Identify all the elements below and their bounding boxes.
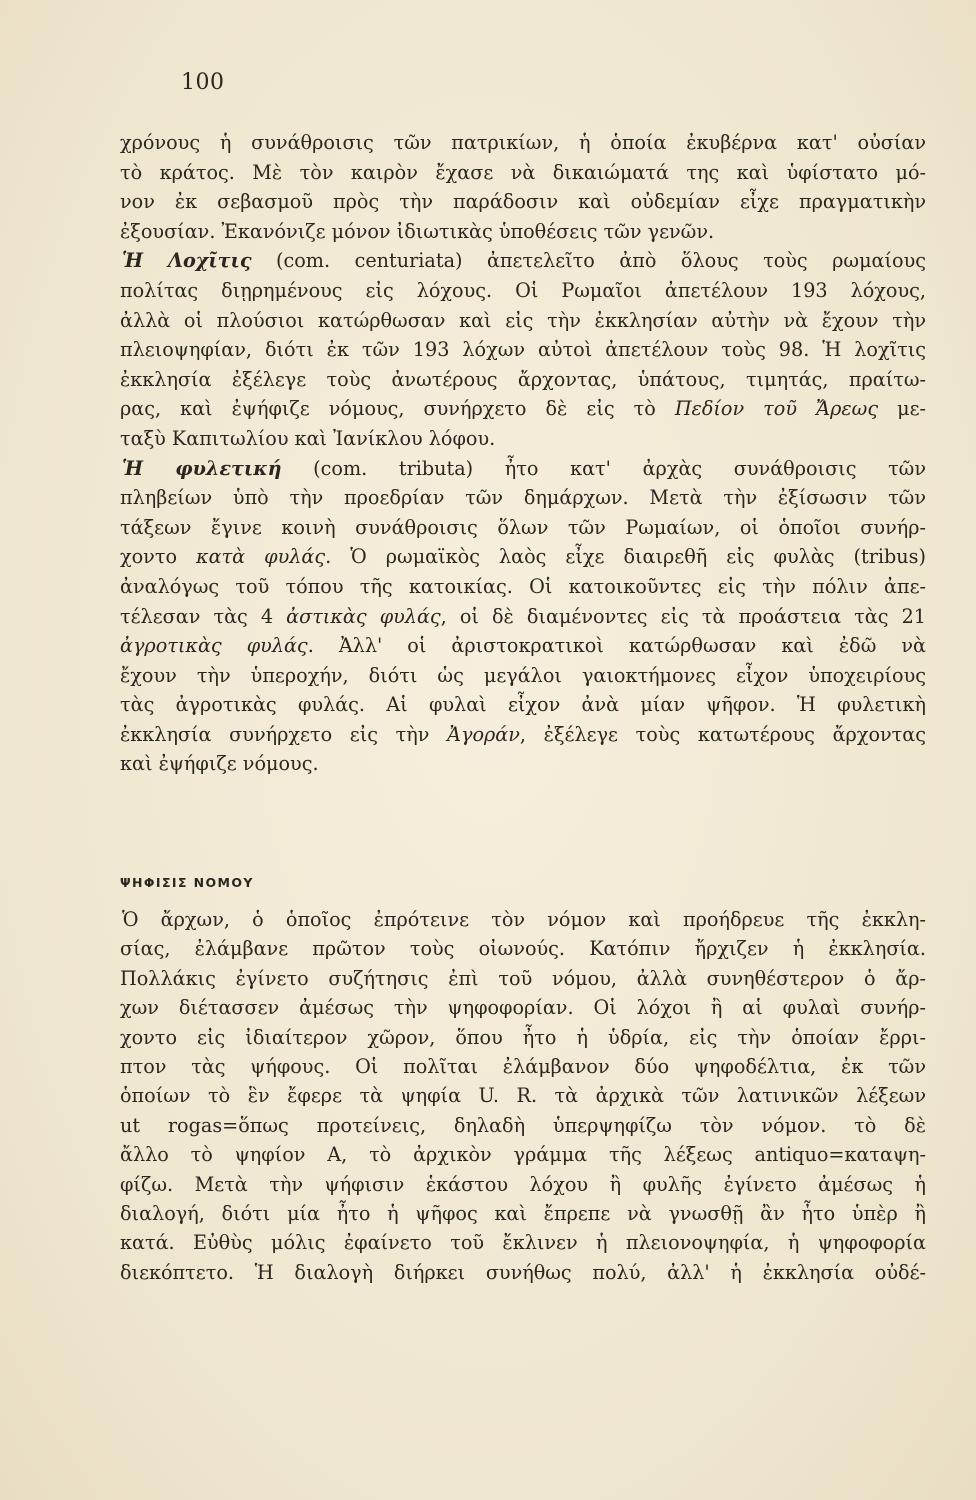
text-line: πληβείων ὑπὸ τὴν προεδρίαν τῶν δημάρχων. Μετὰ τὴν ἐξίσωσιν τῶν bbox=[120, 486, 926, 510]
text-fragment: . Ὁ ρωμαϊκὸς λαὸς εἶχε διαιρεθῆ εἰς φυλὰς (tribus) bbox=[325, 545, 926, 569]
text-line: τὰς ἀγροτικὰς φυλάς. Αἱ φυλαὶ εἶχον ἀνὰ μίαν ψῆφον. Ἡ φυλετικὴ bbox=[120, 693, 926, 717]
campus-martius-term: Πεδίον τοῦ Ἄρεως bbox=[674, 397, 879, 421]
term-agora: Ἀγοράν bbox=[447, 722, 520, 746]
text-fragment: . Ἀλλ' οἱ ἀριστοκρατικοὶ κατώρθωσαν καὶ ἐδῶ νὰ bbox=[307, 634, 926, 658]
text-fragment: , ἐξέλεγε τοὺς κατωτέρους ἄρχοντας bbox=[519, 722, 926, 746]
text-fragment: (com. tributa) ἦτο κατ' ἀρχὰς συνάθροισις τῶν bbox=[281, 456, 926, 480]
text-fragment: με- bbox=[878, 397, 926, 421]
text-line: χοντο εἰς ἰδιαίτερον χῶρον, ὅπου ἦτο ἡ ὑδρία, εἰς τὴν ὁποίαν ἔρρι- bbox=[120, 1025, 926, 1049]
text-line: φίζω. Μετὰ τὴν ψήφισιν ἑκάστου λόχου ἢ φυλῆς ἐγίνετο ἀμέσως ἡ bbox=[120, 1172, 926, 1196]
lochitis-paragraph-start bbox=[120, 246, 926, 276]
text-line: τάξεων ἔγινε κοινὴ συνάθροισις ὅλων τῶν Ρωμαίων, οἱ ὁποῖοι συνήρ- bbox=[120, 515, 926, 539]
text-line: ἐξουσίαν. Ἐκανόνιζε μόνον ἰδιωτικὰς ὑποθέσεις τῶν γενῶν. bbox=[120, 219, 715, 243]
page-number: 100 bbox=[181, 70, 225, 95]
text-line bbox=[120, 602, 926, 632]
fyletiki-paragraph-start bbox=[120, 454, 926, 484]
text-line: πλειοψηφίαν, διότι ἐκ τῶν 193 λόχων αὐτοὶ ἀπετέλουν τοὺς 98. Ἡ λοχῖτις bbox=[120, 338, 926, 362]
text-fragment: ἐκκλησία συνήρχετο εἰς τὴν bbox=[120, 722, 448, 746]
text-line: ταξὺ Καπιτωλίου καὶ Ἰανίκλου λόφου. bbox=[120, 426, 496, 450]
text-fragment: , οἱ δὲ διαμένοντες εἰς τὰ προάστεια τὰς 21 bbox=[440, 604, 926, 628]
text-line: ἀλλὰ οἱ πλούσιοι κατώρθωσαν καὶ εἰς τὴν ἐκκλησίαν αὐτὴν νὰ ἔχουν τὴν bbox=[120, 308, 926, 332]
text-line: ἄλλο τὸ ψηφίον A, τὸ ἀρχικὸν γράμμα τῆς λέξεως antiquo=καταψη- bbox=[120, 1143, 926, 1167]
lower-text-block bbox=[120, 905, 926, 1287]
term-astikas-fylas: ἀστικὰς φυλάς bbox=[286, 604, 441, 628]
text-line: Ὁ ἄρχων, ὁ ὁποῖος ἐπρότεινε τὸν νόμον καὶ προήδρευε τῆς ἐκκλη- bbox=[122, 908, 926, 931]
text-line: ἐκκλησία ἐξέλεγε τοὺς ἀνωτέρους ἄρχοντας, ὑπάτους, τιμητάς, πραίτω- bbox=[120, 367, 926, 391]
text-line: ἀναλόγως τοῦ τόπου τῆς κατοικίας. Οἱ κατοικοῦντες εἰς τὴν πόλιν ἀπε- bbox=[120, 574, 926, 598]
upper-text-block bbox=[120, 128, 926, 779]
term-kata-fylas: κατὰ φυλάς bbox=[196, 545, 326, 569]
text-line: σίας, ἐλάμβανε πρῶτον τοὺς οἰωνούς. Κατόπιν ἤρχιζεν ἡ ἐκκλησία. bbox=[120, 937, 926, 961]
text-line: ὁποίων τὸ ἓν ἔφερε τὰ ψηφία U. R. τὰ ἀρχικὰ τῶν λατινικῶν λέξεων bbox=[120, 1084, 926, 1108]
lochitis-heading: Ἡ Λοχῖτις bbox=[122, 249, 252, 273]
text-line: τὸ κράτος. Μὲ τὸν καιρὸν ἔχασε νὰ δικαιώματά της καὶ ὑφίστατο μό- bbox=[120, 160, 926, 184]
text-line: πολίτας διῃρημένους εἰς λόχους. Οἱ Ρωμαῖοι ἀπετέλουν 193 λόχους, bbox=[120, 278, 926, 302]
fyletiki-heading: Ἡ φυλετική bbox=[122, 456, 282, 480]
text-line: χρόνους ἡ συνάθροισις τῶν πατρικίων, ἡ ὁποία ἐκυβέρνα κατ' οὐσίαν bbox=[120, 131, 926, 154]
text-line: ἔχουν τὴν ὑπεροχήν, διότι ὡς μεγάλοι γαιοκτήμονες εἶχον ὑποχειρίους bbox=[120, 663, 926, 687]
text-line: καὶ ἐψήφιζε νόμους. bbox=[120, 752, 319, 776]
term-agrotikas-fylas: ἀγροτικὰς φυλάς bbox=[120, 634, 308, 658]
text-line: διαλογή, διότι μία ἦτο ἡ ψῆφος καὶ ἔπρεπε νὰ γνωσθῇ ἂν ἦτο ὑπὲρ ἢ bbox=[120, 1202, 926, 1226]
text-line: ut rogas=ὅπως προτείνεις, δηλαδὴ ὑπερψηφίζω τὸν νόμον. τὸ δὲ bbox=[120, 1113, 926, 1137]
section-heading: ΨΗΦΙΣΙΣ ΝΟΜΟΥ bbox=[120, 875, 254, 890]
text-line bbox=[120, 631, 926, 661]
text-fragment: (com. centuriata) ἀπετελεῖτο ἀπὸ ὅλους τοὺς ρωμαίους bbox=[251, 249, 926, 273]
text-line bbox=[120, 720, 926, 750]
text-line: κατά. Εὐθὺς μόλις ἐφαίνετο τοῦ ἔκλινεν ἡ πλειονοψηφία, ἡ ψηφοφορία bbox=[120, 1231, 926, 1255]
text-fragment: χοντο bbox=[120, 545, 197, 569]
text-line: χων διέτασσεν ἀμέσως τὴν ψηφοφορίαν. Οἱ λόχοι ἢ αἱ φυλαὶ συνήρ- bbox=[120, 996, 926, 1020]
text-line: πτον τὰς ψήφους. Οἱ πολῖται ἐλάμβανον δύο ψηφοδέλτια, ἐκ τῶν bbox=[120, 1055, 926, 1079]
text-line bbox=[120, 394, 926, 424]
text-line bbox=[120, 542, 926, 572]
text-line: Πολλάκις ἐγίνετο συζήτησις ἐπὶ τοῦ νόμου, ἀλλὰ συνηθέστερον ὁ ἄρ- bbox=[120, 966, 926, 990]
text-fragment: τέλεσαν τὰς 4 bbox=[120, 604, 287, 628]
text-line: διεκόπτετο. Ἡ διαλογὴ διήρκει συνήθως πολύ, ἀλλ' ἡ ἐκκλησία οὐδέ- bbox=[120, 1260, 926, 1284]
text-line: νον ἐκ σεβασμοῦ πρὸς τὴν παράδοσιν καὶ οὐδεμίαν εἶχε πραγματικὴν bbox=[120, 190, 926, 214]
text-fragment: ρας, καὶ ἐψήφιζε νόμους, συνήρχετο δὲ εἰς τὸ bbox=[120, 397, 675, 421]
